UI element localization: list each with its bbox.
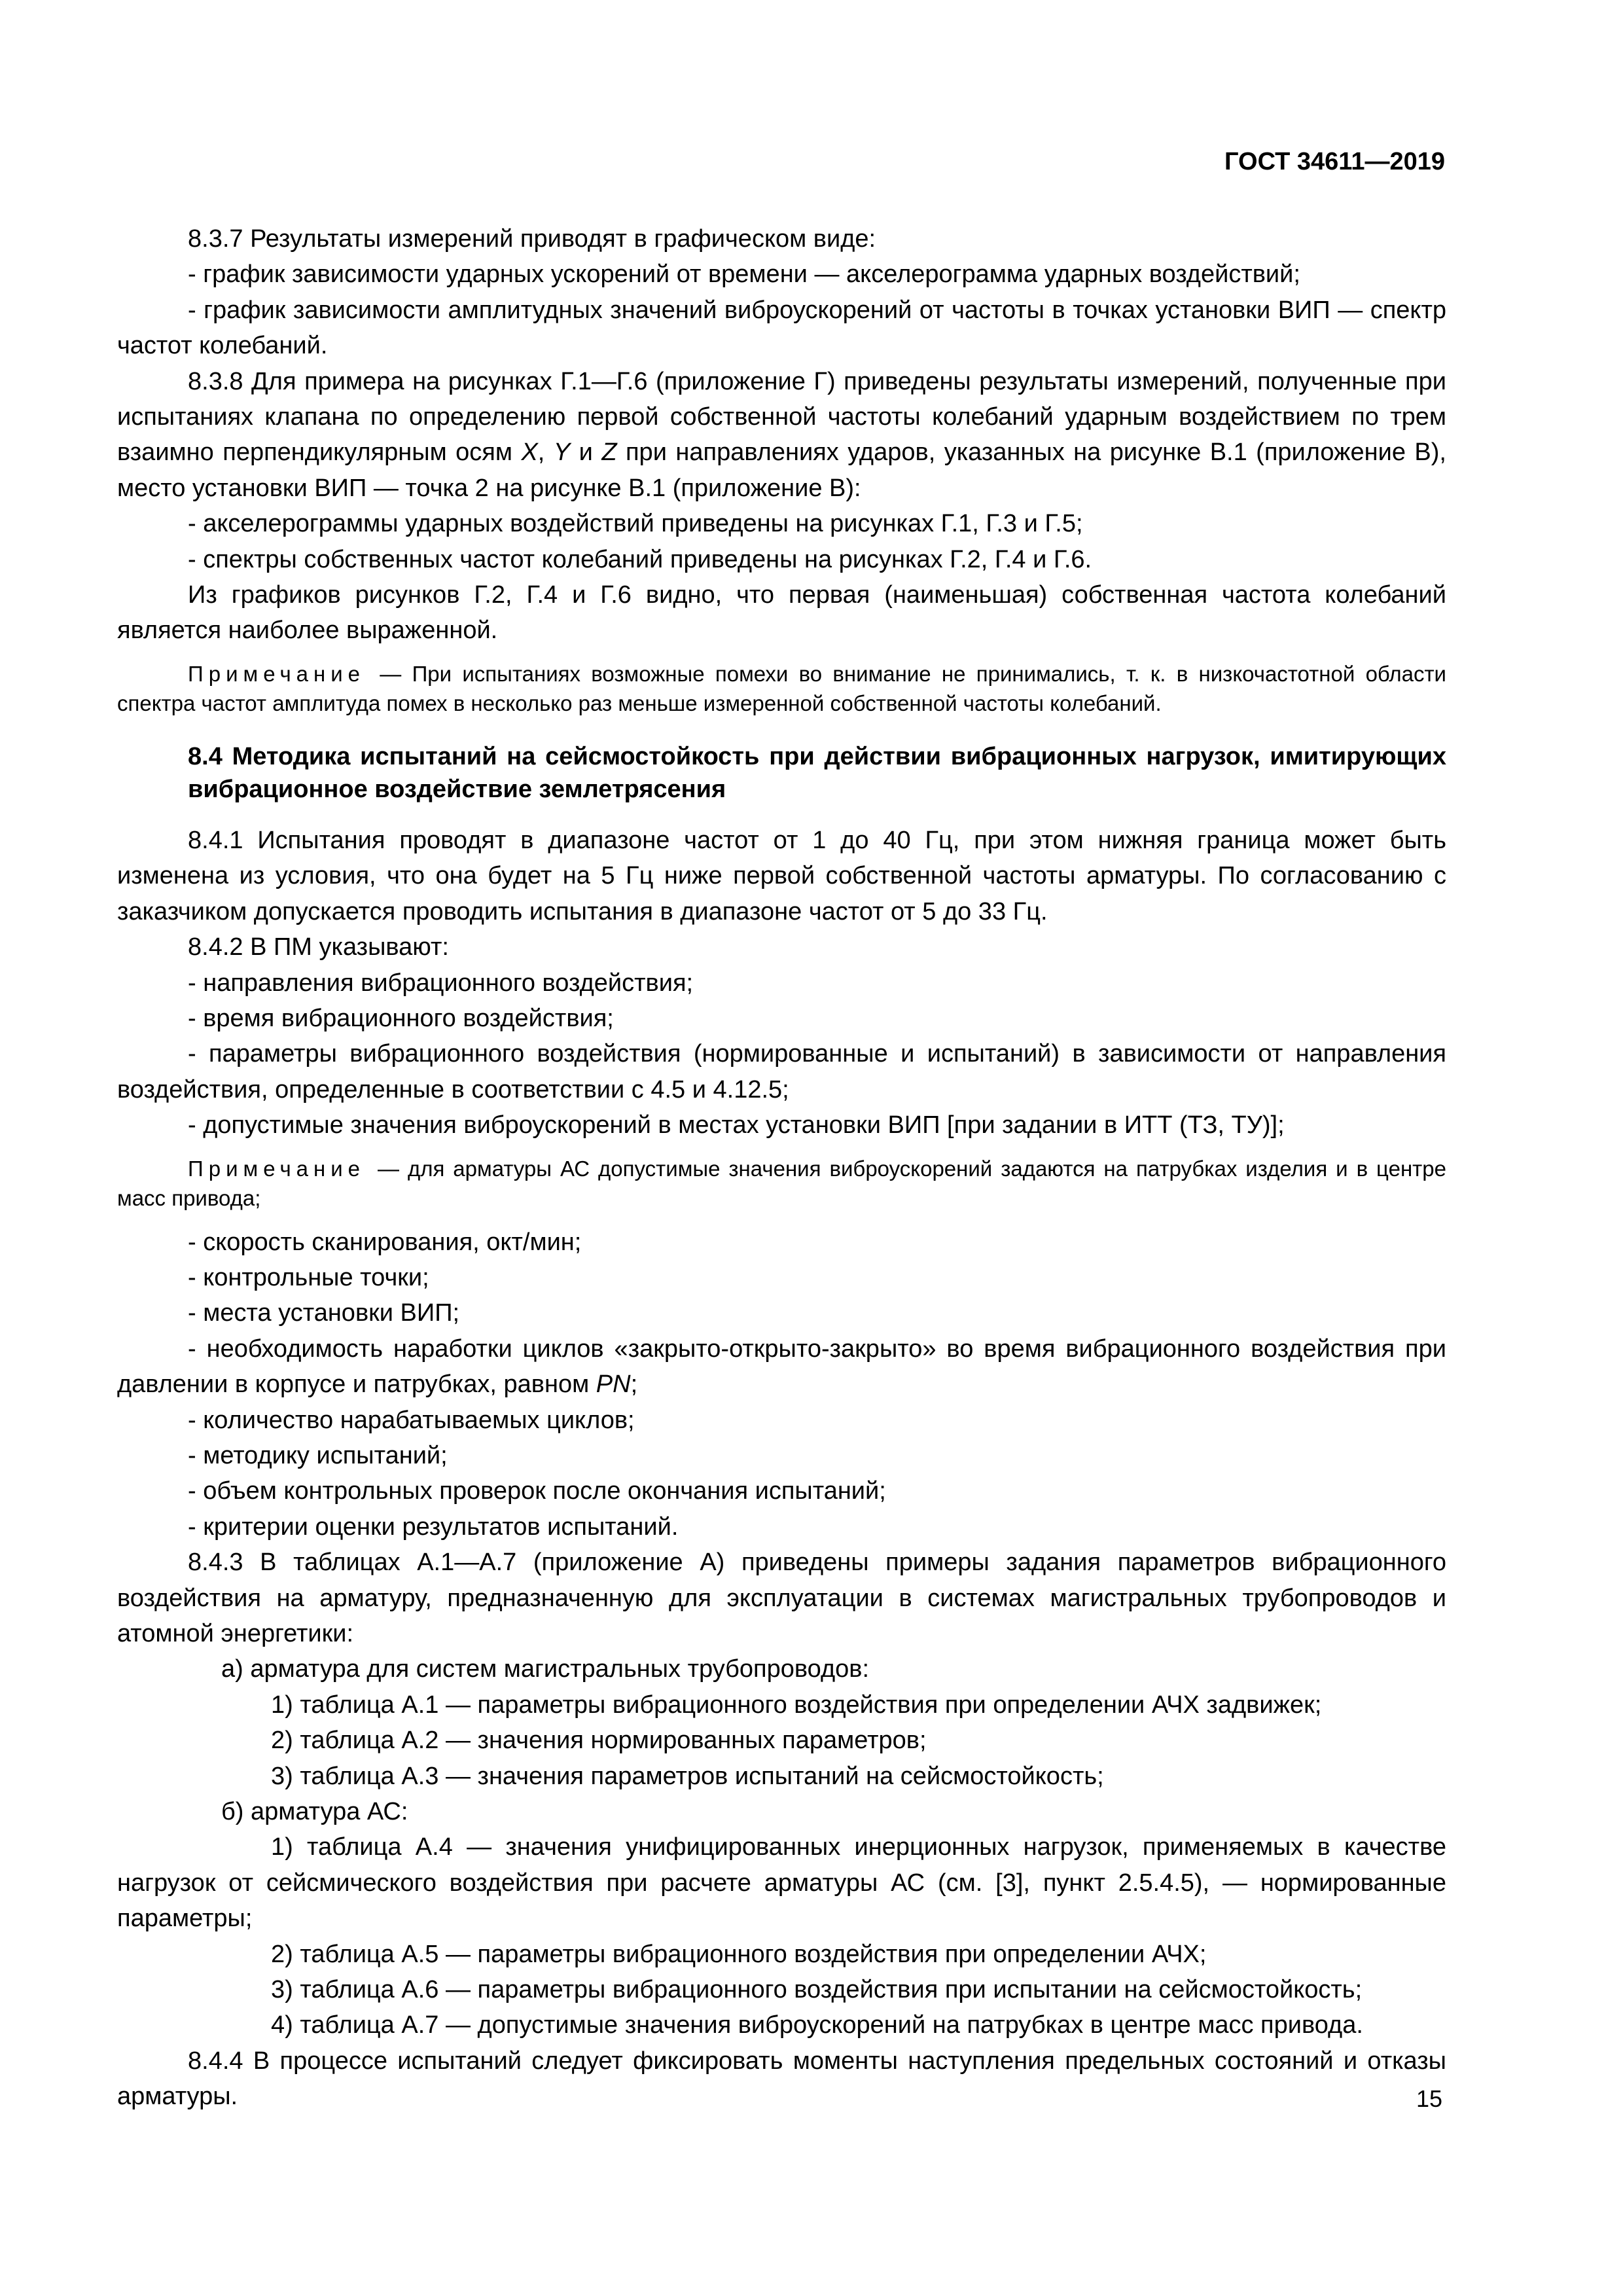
paragraph-text: при направлениях ударов, указанных на рисунке В.1 (приложение В), место установки ВИП — точка 2 на рисунке В.1 (приложение В): — [117, 439, 1446, 502]
doc-number-header: ГОСТ 34611—2019 — [1224, 148, 1445, 175]
page-number: 15 — [1416, 2085, 1442, 2112]
note-text: — При испытаниях возможные помехи во внимание не принимались, т. к. в низкочастотной области спектра частот амплитуда помех в несколько раз меньше измеренной собственной частоты колебаний. — [117, 661, 1446, 715]
list-item: - параметры вибрационного воздействия (нормированные и испытаний) в зависимости от направления воздействия, определенные в соответствии с 4.5 и 4.12.5; — [117, 1040, 1446, 1103]
paragraph-text: 8.3.8 Для примера на рисунках Г.1—Г.6 (приложение Г) приведены результаты измерений, полученные при испытаниях клапана по определению первой собственной частоты колебаний ударным воздействием по трем взаимно перпендикулярным осям — [117, 367, 1446, 467]
list-item: - допустимые значения виброускорений в местах установки ВИП [при задании в ИТТ (ТЗ, ТУ)]; — [188, 1111, 1285, 1139]
list-item: - методику испытаний; — [188, 1441, 448, 1469]
axis-y: Y — [553, 439, 571, 467]
paragraph-8-4-2: 8.4.2 В ПМ указывают: — [188, 933, 449, 961]
list-item: 2) таблица А.5 — параметры вибрационного воздействия при определении АЧХ; — [271, 1940, 1207, 1968]
paragraph-8-4-4: 8.4.4 В процессе испытаний следует фиксировать моменты наступления предельных состояний и отказы арматуры. — [117, 2047, 1446, 2111]
list-item: - критерии оценки результатов испытаний. — [188, 1513, 679, 1541]
paragraph-8-3-7: 8.3.7 Результаты измерений приводят в графическом виде: — [188, 225, 876, 253]
axis-x: X — [521, 439, 538, 467]
paragraph-8-4-1: 8.4.1 Испытания проводят в диапазоне частот от 1 до 40 Гц, при этом нижняя граница может быть изменена из условия, что она будет на 5 Гц ниже первой собственной частоты арматуры. По согласованию с заказчиком допускается проводить испытания в диапазоне частот от 5 до 33 Гц. — [117, 826, 1446, 925]
list-item: 3) таблица А.3 — значения параметров испытаний на сейсмостойкость; — [271, 1762, 1104, 1790]
list-item: - спектры собственных частот колебаний приведены на рисунках Г.2, Г.4 и Г.6. — [188, 545, 1092, 573]
document-body — [117, 221, 1446, 2115]
list-item: а) арматура для систем магистральных трубопроводов: — [221, 1655, 870, 1683]
pn-symbol: PN — [596, 1371, 631, 1399]
list-item: - контрольные точки; — [188, 1263, 429, 1291]
list-item: - акселерограммы ударных воздействий приведены на рисунках Г.1, Г.3 и Г.5; — [188, 510, 1083, 538]
list-item-text: ; — [630, 1371, 638, 1399]
list-item — [117, 1331, 1446, 1403]
note-label: Примечание — [188, 661, 366, 686]
list-item: 1) таблица А.1 — параметры вибрационного воздействия при определении АЧХ задвижек; — [271, 1691, 1322, 1719]
list-item-text: - необходимость наработки циклов «закрыто-открыто-закрыто» во время вибрационного воздействия при давлении в корпусе и патрубках, равном — [117, 1335, 1446, 1399]
paragraph-text: и — [579, 439, 593, 467]
list-item: 3) таблица А.6 — параметры вибрационного воздействия при испытании на сейсмостойкость; — [271, 1976, 1363, 2004]
list-item: - график зависимости ударных ускорений от времени — акселерограмма ударных воздействий; — [188, 260, 1300, 289]
list-item: - время вибрационного воздействия; — [188, 1004, 614, 1032]
list-item: - объем контрольных проверок после окончания испытаний; — [188, 1477, 886, 1505]
list-item: - количество нарабатываемых циклов; — [188, 1406, 635, 1434]
paragraph-8-3-8 — [117, 364, 1446, 507]
axis-z: Z — [601, 439, 617, 467]
list-item: - места установки ВИП; — [188, 1299, 460, 1327]
list-item: б) арматура АС: — [221, 1798, 408, 1826]
note-1 — [117, 659, 1446, 718]
paragraph-8-4-3: 8.4.3 В таблицах А.1—А.7 (приложение А) приведены примеры задания параметров вибрационного воздействия на арматуру, предназначенную для эксплуатации в системах магистральных трубопроводов и атомной энергетики: — [117, 1549, 1446, 1647]
paragraph-text: Из графиков рисунков Г.2, Г.4 и Г.6 видно, что первая (наименьшая) собственная частота колебаний является наиболее выраженной. — [117, 581, 1446, 645]
list-item: - график зависимости амплитудных значений виброускорений от частоты в точках установки ВИП — спектр частот колебаний. — [117, 296, 1446, 360]
list-item: 2) таблица А.2 — значения нормированных параметров; — [271, 1727, 927, 1755]
list-item: - скорость сканирования, окт/мин; — [188, 1228, 582, 1256]
list-item: 1) таблица А.4 — значения унифицированных инерционных нагрузок, применяемых в качестве нагрузок от сейсмического воздействия при расчете арматуры АС (см. [3], пункт 2.5.4.5), — нормированные параметры; — [117, 1833, 1446, 1933]
note-2 — [117, 1154, 1446, 1213]
note-label: Примечание — [188, 1156, 366, 1181]
note-text: — для арматуры АС допустимые значения виброускорений задаются на патрубках изделия и в центре масс привода; — [117, 1156, 1446, 1210]
section-heading-8-4: 8.4 Методика испытаний на сейсмостойкость при действии вибрационных нагрузок, имитирующих вибрационное воздействие землетрясения — [188, 742, 1446, 803]
list-item: 4) таблица А.7 — допустимые значения виброускорений на патрубках в центре масс привода. — [271, 2011, 1363, 2039]
list-item: - направления вибрационного воздействия; — [188, 969, 694, 997]
paragraph-text: , — [537, 439, 545, 467]
